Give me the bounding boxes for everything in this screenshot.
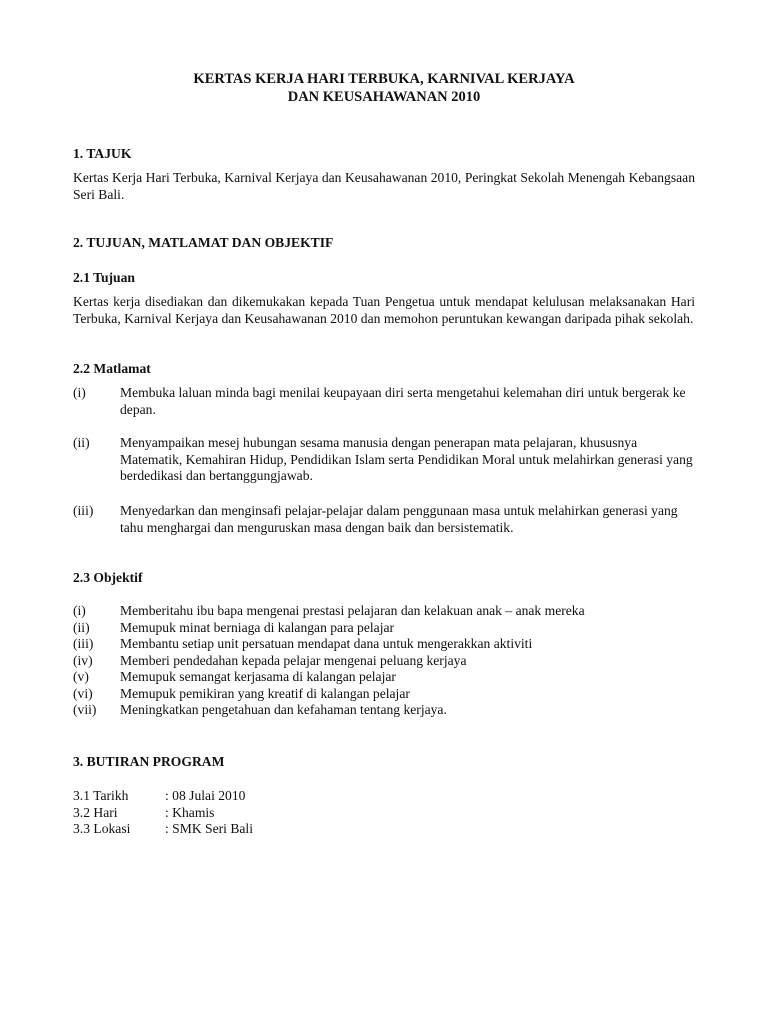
objektif-item bbox=[73, 653, 695, 670]
objektif-item bbox=[73, 669, 695, 686]
section-2-1-heading: 2.1 Tujuan bbox=[73, 270, 135, 285]
section-2-3-heading: 2.3 Objektif bbox=[73, 570, 143, 585]
matlamat-item-text: Membuka laluan minda bagi menilai keupayaan diri serta mengetahui kelemahan diri untuk bergerak ke depan. bbox=[120, 385, 686, 417]
detail-row-lokasi bbox=[73, 821, 695, 838]
detail-label: 3.1 Tarikh bbox=[73, 788, 129, 803]
matlamat-item-number: (i) bbox=[73, 385, 86, 400]
objektif-item bbox=[73, 636, 695, 653]
detail-value: : Khamis bbox=[165, 804, 215, 820]
matlamat-item-number: (iii) bbox=[73, 503, 94, 518]
program-details bbox=[73, 788, 695, 838]
objektif-item-text: Memberi pendedahan kepada pelajar mengenai peluang kerjaya bbox=[120, 652, 467, 668]
objektif-item-number: (iv) bbox=[73, 652, 93, 668]
objektif-item-text: Memberitahu ibu bapa mengenai prestasi pelajaran dan kelakuan anak – anak mereka bbox=[120, 603, 585, 618]
objektif-item-text: Memupuk minat berniaga di kalangan para pelajar bbox=[120, 619, 395, 635]
title-line-1: KERTAS KERJA HARI TERBUKA, KARNIVAL KERJAYA bbox=[193, 71, 575, 87]
objektif-item-text: Memupuk semangat kerjasama di kalangan pelajar bbox=[120, 669, 396, 684]
detail-value: : 08 Julai 2010 bbox=[165, 788, 246, 803]
matlamat-item-text: Menyedarkan dan menginsafi pelajar-pelajar dalam penggunaan masa untuk melahirkan generasi yang tahu menghargai dan menguruskan masa dengan baik dan bersistematik. bbox=[120, 503, 678, 535]
section-2-heading: 2. TUJUAN, MATLAMAT DAN OBJEKTIF bbox=[73, 235, 334, 250]
objektif-item-number: (v) bbox=[73, 669, 89, 684]
objektif-item-number: (i) bbox=[73, 603, 86, 618]
objektif-item-text: Meningkatkan pengetahuan dan kefahaman tentang kerjaya. bbox=[120, 702, 447, 717]
objektif-item bbox=[73, 702, 695, 719]
objektif-item-text: Membantu setiap unit persatuan mendapat dana untuk mengerakkan aktiviti bbox=[120, 636, 533, 651]
objektif-item-text: Memupuk pemikiran yang kreatif di kalangan pelajar bbox=[120, 685, 410, 701]
objektif-list bbox=[73, 603, 695, 719]
matlamat-item-number: (ii) bbox=[73, 435, 90, 450]
objektif-item bbox=[73, 620, 695, 637]
matlamat-item-text: Menyampaikan mesej hubungan sesama manusia dengan penerapan mata pelajaran, khususnya Matematik, Kemahiran Hidup, Pendidikan Islam serta Pendidikan Moral untuk melahirkan generasi yang berdedikasi dan bertanggungjawab. bbox=[120, 435, 693, 483]
section-3-heading: 3. BUTIRAN PROGRAM bbox=[73, 754, 225, 769]
detail-row-tarikh bbox=[73, 788, 695, 805]
section-1-heading: 1. TAJUK bbox=[73, 146, 132, 161]
objektif-item-number: (ii) bbox=[73, 619, 90, 635]
section-2-1-text: Kertas kerja disediakan dan dikemukakan kepada Tuan Pengetua untuk mendapat kelulusan melaksanakan Hari Terbuka, Karnival Kerjaya dan Keusahawanan 2010 dan memohon peruntukan kewangan daripada pihak sekolah. bbox=[73, 294, 695, 326]
detail-row-hari bbox=[73, 805, 695, 822]
objektif-item bbox=[73, 686, 695, 703]
detail-label: 3.3 Lokasi bbox=[73, 821, 131, 836]
detail-label: 3.2 Hari bbox=[73, 804, 118, 820]
section-1-text: Kertas Kerja Hari Terbuka, Karnival Kerjaya dan Keusahawanan 2010, Peringkat Sekolah Menengah Kebangsaan Seri Bali. bbox=[73, 170, 695, 202]
matlamat-item bbox=[73, 435, 695, 485]
matlamat-item bbox=[73, 503, 695, 536]
objektif-item-number: (iii) bbox=[73, 636, 94, 651]
document-title bbox=[73, 70, 695, 106]
objektif-item bbox=[73, 603, 695, 620]
detail-value: : SMK Seri Bali bbox=[165, 821, 253, 836]
title-line-2: DAN KEUSAHAWANAN 2010 bbox=[287, 89, 481, 105]
objektif-item-number: (vi) bbox=[73, 685, 93, 701]
objektif-item-number: (vii) bbox=[73, 702, 97, 717]
matlamat-item bbox=[73, 385, 695, 418]
section-2-2-heading: 2.2 Matlamat bbox=[73, 361, 151, 376]
